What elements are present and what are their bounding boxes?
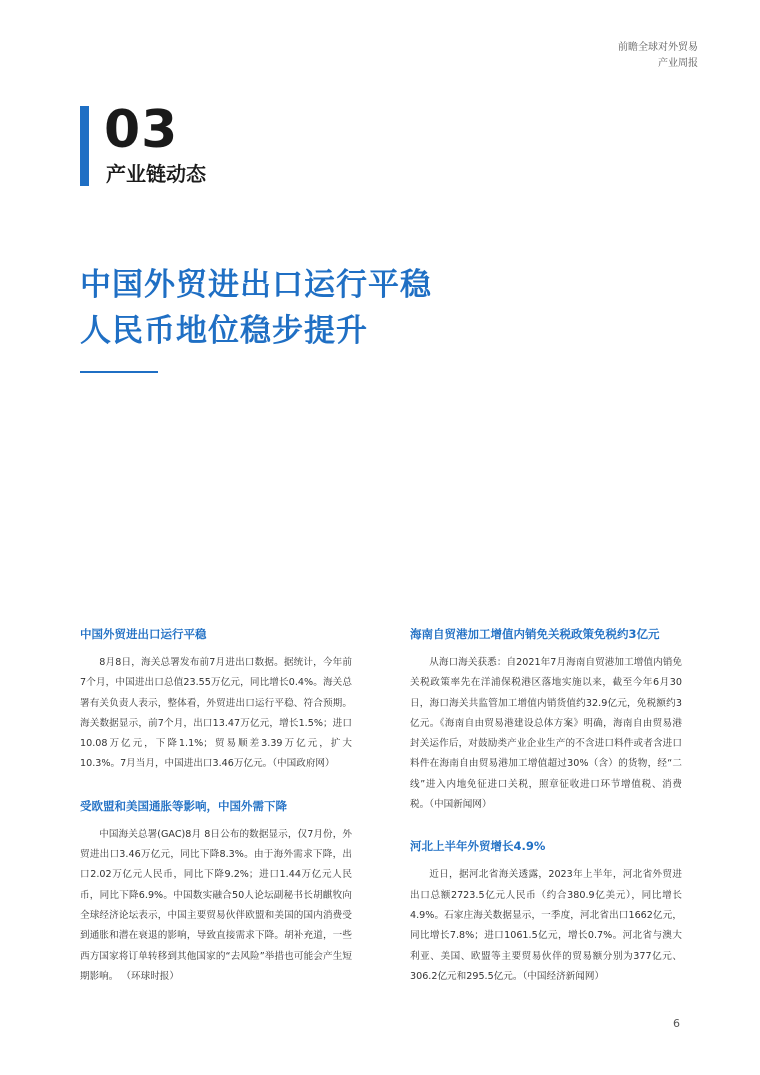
report-series-title: 前瞻全球对外贸易 bbox=[618, 42, 698, 53]
page-number: 6 bbox=[673, 1017, 680, 1030]
headline-line-1: 中国外贸进出口运行平稳 bbox=[80, 267, 432, 303]
section-number: 03 bbox=[104, 100, 179, 160]
article-body: 8月8日，海关总署发布前7月进出口数据。据统计，今年前7个月，中国进出口总值23.55万亿元，同比增长0.4%。海关总署有关负责人表示，整体看，外贸进出口运行平稳、符合预期。海关数据显示，前7个月，出口13.47万亿元，增长1.5%；进口10.08万亿元，下降1.1%；贸易顺差3.39万亿元，扩大10.3%。7月当月，中国进出口3.46万亿元。（中国政府网） bbox=[80, 657, 352, 770]
article-title: 河北上半年外贸增长4.9% bbox=[410, 839, 546, 854]
page-headline bbox=[80, 262, 680, 354]
report-header bbox=[618, 40, 698, 72]
article-title: 受欧盟和美国通胀等影响，中国外需下降 bbox=[80, 798, 287, 813]
article-body: 从海口海关获悉：自2021年7月海南自贸港加工增值内销免关税政策率先在洋浦保税港区落地实施以来，截至今年6月30日，海口海关共监管加工增值内销货值约32.9亿元，免税额约3亿元。《海南自由贸易港建设总体方案》明确，海南自由贸易港封关运作后，对鼓励类产业企业生产的不含进口料件或者含进口料件在海南自由贸易港加工增值超过30%（含）的货物，经“二线”进入内地免征进口关税，照章征收进口环节增值税、消费税。（中国新闻网） bbox=[410, 657, 682, 811]
headline-divider bbox=[80, 371, 158, 373]
article-body: 近日，据河北省海关透露，2023年上半年，河北省外贸进出口总额2723.5亿元人民币（约合380.9亿美元），同比增长4.9%。石家庄海关数据显示，一季度，河北省出口1662亿元，同比增长7.8%；进口1061.5亿元，增长0.7%。河北省与澳大利亚、美国、欧盟等主要贸易伙伴的贸易额分别为377亿元、306.2亿元和295.5亿元。（中国经济新闻网） bbox=[410, 869, 682, 982]
article-title: 中国外贸进出口运行平稳 bbox=[80, 627, 207, 641]
article-body: 中国海关总署(GAC)8月 8日公布的数据显示，仅7月份，外贸进出口3.46万亿元，同比下降8.3%。由于海外需求下降，出口2.02万亿元人民币，同比下降9.2%；进口1.44万亿元人民币，同比下降6.9%。中国数实融合50人论坛副秘书长胡麒牧向全球经济论坛表示，中国主要贸易伙伴欧盟和美国的国内消费受到通胀和潜在衰退的影响，导致直接需求下降。胡补充道，一些西方国家将订单转移到其他国家的“去风险”举措也可能会产生短期影响。 （环球时报） bbox=[80, 828, 352, 982]
report-type: 产业周报 bbox=[658, 58, 698, 69]
article-title: 海南自贸港加工增值内销免关税政策免税约3亿元 bbox=[410, 627, 660, 641]
headline-line-2: 人民币地位稳步提升 bbox=[80, 313, 368, 349]
right-column bbox=[410, 625, 682, 1009]
section-title: 产业链动态 bbox=[106, 162, 206, 186]
article bbox=[410, 837, 682, 987]
left-column bbox=[80, 625, 352, 1009]
article bbox=[80, 625, 352, 775]
section-accent-bar bbox=[80, 106, 89, 186]
article bbox=[410, 625, 682, 815]
article bbox=[80, 797, 352, 987]
